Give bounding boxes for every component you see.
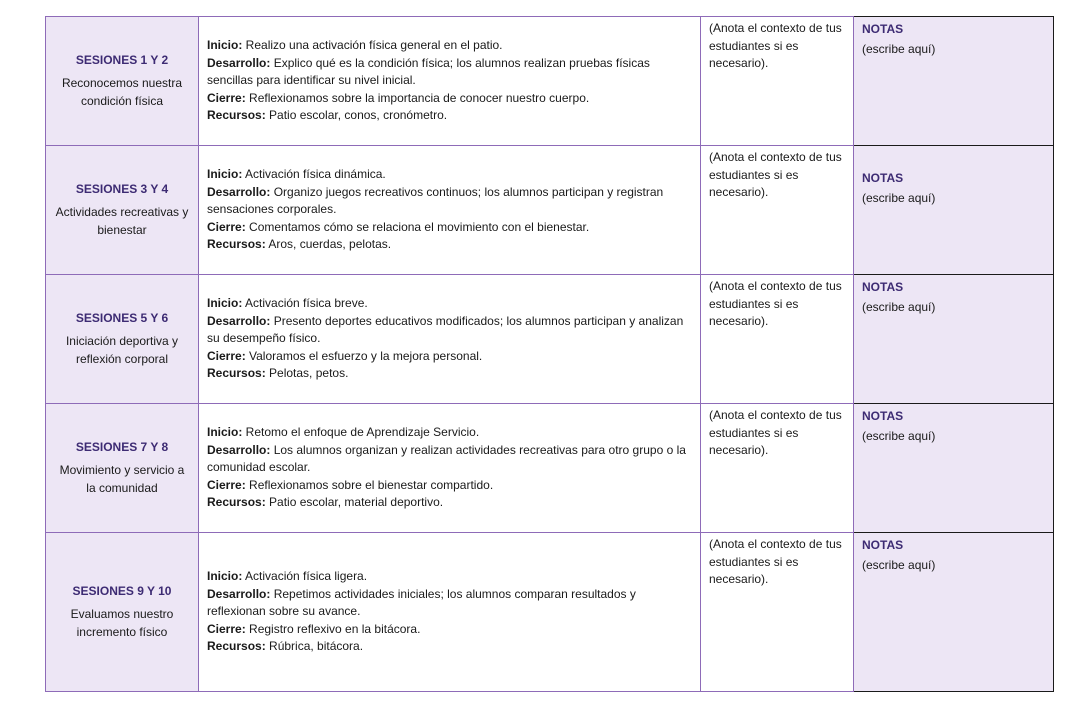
desarrollo-line: Desarrollo: Presento deportes educativos modificados; los alumnos participan y analizan su desempeño físico. (207, 313, 684, 346)
cierre-line: Cierre: Registro reflexivo en la bitácora. (207, 621, 421, 636)
context-cell[interactable]: (Anota el contexto de tus estudiantes si es necesario). (701, 404, 854, 533)
activity-cell (199, 17, 701, 146)
desarrollo-line: Desarrollo: Explico qué es la condición física; los alumnos realizan pruebas físicas sencillas para identificar su nivel inicial. (207, 55, 650, 88)
desarrollo-line: Desarrollo: Organizo juegos recreativos continuos; los alumnos participan y registran sensaciones corporales. (207, 184, 664, 217)
session-cell (46, 17, 199, 146)
session-cell (46, 533, 199, 692)
recursos-line: Recursos: Rúbrica, bitácora. (207, 639, 364, 654)
session-name: Actividades recreativas y bienestar (55, 205, 189, 237)
inicio-line: Inicio: Retomo el enfoque de Aprendizaje Servicio. (207, 425, 480, 440)
activity-cell (199, 404, 701, 533)
session-title: SESIONES 1 Y 2 (75, 52, 169, 67)
cierre-line: Cierre: Reflexionamos sobre el bienestar compartido. (207, 477, 494, 492)
notes-cell[interactable] (854, 17, 1054, 146)
notes-cell[interactable] (854, 533, 1054, 692)
notes-hint: (escribe aquí) (862, 428, 936, 443)
recursos-line: Recursos: Aros, cuerdas, pelotas. (207, 237, 392, 252)
notes-title: NOTAS (862, 409, 904, 423)
session-title: SESIONES 9 Y 10 (72, 583, 172, 598)
recursos-line: Recursos: Pelotas, petos. (207, 366, 349, 381)
notes-hint: (escribe aquí) (862, 299, 936, 314)
notes-cell[interactable] (854, 404, 1054, 533)
session-plan (45, 16, 1053, 692)
cierre-line: Cierre: Comentamos cómo se relaciona el movimiento con el bienestar. (207, 219, 590, 234)
session-cell (46, 146, 199, 275)
inicio-line: Inicio: Activación física ligera. (207, 569, 368, 584)
cierre-line: Cierre: Reflexionamos sobre la importancia de conocer nuestro cuerpo. (207, 90, 590, 105)
session-title: SESIONES 3 Y 4 (75, 181, 169, 196)
desarrollo-line: Desarrollo: Los alumnos organizan y realizan actividades recreativas para otro grupo o la comunidad escolar. (207, 442, 686, 475)
inicio-line: Inicio: Activación física dinámica. (207, 167, 386, 182)
context-cell[interactable]: (Anota el contexto de tus estudiantes si es necesario). (701, 275, 854, 404)
session-name: Evaluamos nuestro incremento físico (70, 607, 174, 639)
activity-cell (199, 533, 701, 692)
notes-cell[interactable] (854, 146, 1054, 275)
desarrollo-line: Desarrollo: Repetimos actividades iniciales; los alumnos comparan resultados y reflexionan sobre su avance. (207, 586, 636, 619)
table-row (46, 404, 1054, 533)
session-title: SESIONES 7 Y 8 (75, 439, 169, 454)
session-name: Reconocemos nuestra condición física (61, 76, 183, 108)
recursos-line: Recursos: Patio escolar, material deportivo. (207, 495, 444, 510)
notes-hint: (escribe aquí) (862, 557, 936, 572)
activity-cell (199, 275, 701, 404)
session-cell (46, 404, 199, 533)
table-row (46, 146, 1054, 275)
notes-title: NOTAS (862, 280, 904, 294)
notes-title: NOTAS (862, 171, 904, 185)
inicio-line: Inicio: Realizo una activación física general en el patio. (207, 38, 503, 53)
session-name: Iniciación deportiva y reflexión corporal (65, 334, 179, 366)
activity-cell (199, 146, 701, 275)
table-row (46, 17, 1054, 146)
session-name: Movimiento y servicio a la comunidad (59, 463, 185, 495)
recursos-line: Recursos: Patio escolar, conos, cronómetro. (207, 108, 448, 123)
context-cell[interactable]: (Anota el contexto de tus estudiantes si es necesario). (701, 17, 854, 146)
table-row (46, 533, 1054, 692)
session-cell (46, 275, 199, 404)
table-row (46, 275, 1054, 404)
notes-hint: (escribe aquí) (862, 41, 936, 56)
notes-title: NOTAS (862, 538, 904, 552)
cierre-line: Cierre: Valoramos el esfuerzo y la mejora personal. (207, 348, 483, 363)
session-title: SESIONES 5 Y 6 (75, 310, 169, 325)
session-plan-table (45, 16, 1054, 692)
context-cell[interactable]: (Anota el contexto de tus estudiantes si es necesario). (701, 146, 854, 275)
notes-title: NOTAS (862, 22, 904, 36)
notes-cell[interactable] (854, 275, 1054, 404)
context-cell[interactable]: (Anota el contexto de tus estudiantes si es necesario). (701, 533, 854, 692)
inicio-line: Inicio: Activación física breve. (207, 296, 368, 311)
notes-hint: (escribe aquí) (862, 190, 936, 205)
